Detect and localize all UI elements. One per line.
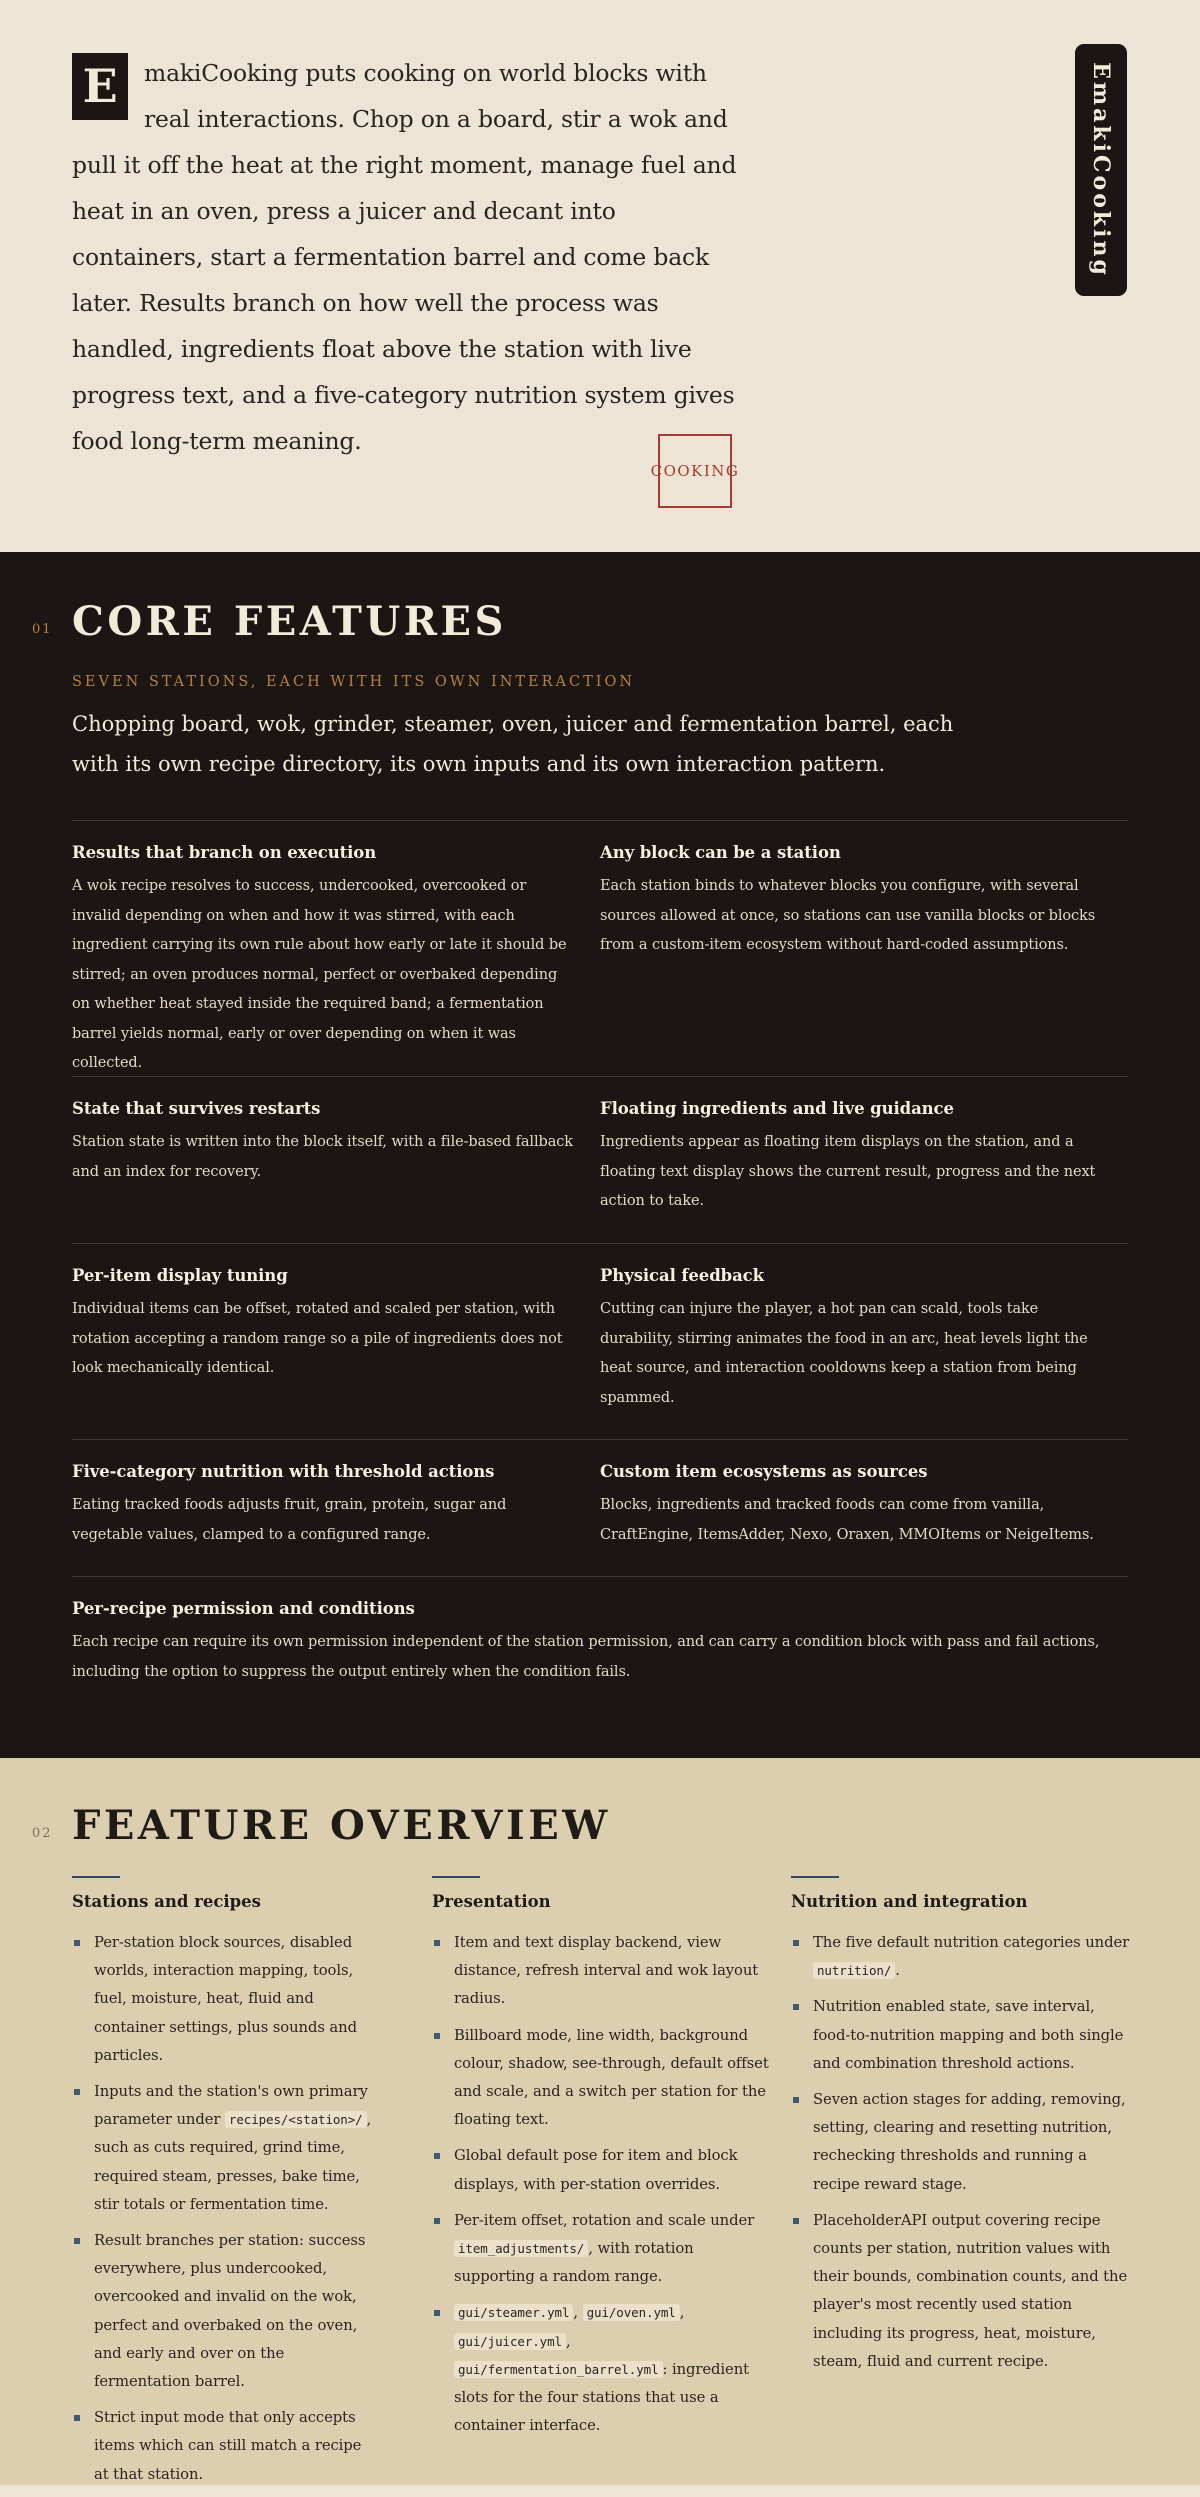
- feature-card: [72, 1440, 600, 1576]
- intro-text: makiCooking puts cooking on world blocks with real interactions. Chop on a board, stir a wok and pull it off the heat at the right moment, manage fuel and heat in an oven, press a juicer and decant into containers, start a fermentation barrel and come back later. Results branch on how well the process was handled, ingredients float above the station with live progress text, and a five-category nutrition system gives food long-term meaning.: [72, 59, 737, 455]
- list-item: gui/steamer.yml , gui/oven.yml , gui/juicer.yml , gui/fermentation_barrel.yml : ingredient slots for the four stations that use a container interface.: [432, 2299, 772, 2440]
- feature-body: Ingredients appear as floating item displays on the station, and a floating text display shows the current result, progress and the next action to take.: [600, 1134, 1096, 1209]
- list-item: [432, 2207, 772, 2292]
- feature-body: Station state is written into the block itself, with a file-based fallback and an index for recovery.: [72, 1134, 573, 1180]
- item-text: Per-item offset, rotation and scale under: [454, 2211, 755, 2229]
- section-lead: Chopping board, wok, grinder, steamer, oven, juicer and fermentation barrel, each with its own recipe directory, its own inputs and its own interaction pattern.: [72, 712, 954, 776]
- bullet-square-icon: [793, 2004, 799, 2010]
- section-title: FEATURE OVERVIEW: [72, 1802, 611, 1849]
- brand-name: EmakiCooking: [1088, 62, 1114, 278]
- item-text: PlaceholderAPI output covering recipe counts per station, nutrition values with their bounds, combination counts, and the player's most recently used station including its progress, heat, moisture, steam, fluid and current recipe.: [813, 2211, 1128, 2370]
- feature-title: Custom item ecosystems as sources: [600, 1462, 928, 1481]
- inline-code: recipes/<station>/: [225, 2111, 367, 2128]
- bullet-square-icon: [434, 2033, 440, 2039]
- feature-grid: [72, 820, 1128, 1706]
- list-item: [432, 2142, 772, 2198]
- feature-card: [600, 1244, 1128, 1439]
- hero-section: [0, 0, 1200, 552]
- brand-tab[interactable]: [1075, 44, 1127, 296]
- item-text: Result branches per station: success everywhere, plus undercooked, overcooked and invalid on the wok, perfect and overbaked on the oven, and early and over on the fermentation barrel.: [94, 2232, 366, 2391]
- feature-row: [72, 1576, 1128, 1706]
- drop-cap: E: [72, 53, 128, 120]
- item-text: Inputs and the station's own primary parameter under: [94, 2083, 368, 2129]
- item-text: Nutrition enabled state, save interval, food-to-nutrition mapping and both single and combination threshold actions.: [813, 1998, 1124, 2072]
- feature-title: State that survives restarts: [72, 1099, 321, 1118]
- feature-body: Eating tracked foods adjusts fruit, grain, protein, sugar and vegetable values, clamped to a configured range.: [72, 1497, 507, 1543]
- item-text: : ingredient slots for the four stations that use a container interface.: [454, 2360, 749, 2435]
- bullet-square-icon: [74, 2415, 80, 2421]
- feature-card: [72, 1077, 600, 1243]
- section-title: CORE FEATURES: [72, 598, 507, 645]
- bullet-square-icon: [793, 2218, 799, 2224]
- feature-title: Five-category nutrition with threshold actions: [72, 1462, 495, 1481]
- feature-card: [72, 821, 600, 1076]
- overview-column-presentation: [432, 1876, 772, 2448]
- section-number: 02: [32, 1826, 53, 1841]
- feature-card: [600, 1440, 1128, 1576]
- feature-title: Per-recipe permission and conditions: [72, 1599, 415, 1618]
- column-list: [791, 1929, 1131, 2376]
- column-rule: [432, 1876, 480, 1878]
- item-text: , with rotation supporting a random range.: [454, 2240, 694, 2286]
- feature-row: [72, 1439, 1128, 1576]
- list-item: [72, 2404, 378, 2489]
- feature-row: [72, 820, 1128, 1076]
- feature-card: [72, 1244, 600, 1439]
- inline-code: nutrition/: [813, 1962, 895, 1979]
- feature-body: Cutting can injure the player, a hot pan can scald, tools take durability, stirring animates the food in an arc, heat levels light the heat source, and interaction cooldowns keep a station from being spammed.: [600, 1301, 1088, 1406]
- feature-row: [72, 1243, 1128, 1439]
- feature-body: Each recipe can require its own permission independent of the station permission, and can carry a condition block with pass and fail actions, including the option to suppress the output entirely when the condition fails.: [72, 1634, 1100, 1680]
- feature-body: Blocks, ingredients and tracked foods can come from vanilla, CraftEngine, ItemsAdder, Nexo, Oraxen, MMOItems or NeigeItems.: [600, 1497, 1094, 1543]
- item-text: Global default pose for item and block displays, with per-station overrides.: [454, 2147, 738, 2193]
- column-heading: Nutrition and integration: [791, 1892, 1028, 1911]
- bullet-square-icon: [74, 2238, 80, 2244]
- section-eyebrow: SEVEN STATIONS, EACH WITH ITS OWN INTERACTION: [72, 674, 636, 690]
- column-heading: Presentation: [432, 1892, 551, 1911]
- item-text: , such as cuts required, grind time, required steam, presses, bake time, stir totals or fermentation time.: [94, 2111, 372, 2213]
- item-text: Seven action stages for adding, removing, setting, clearing and resetting nutrition, rechecking thresholds and running a recipe reward stage.: [813, 2091, 1126, 2193]
- item-text: Billboard mode, line width, background colour, shadow, see-through, default offset and scale, and a switch per station for the floating text.: [454, 2026, 769, 2129]
- feature-card: [72, 1577, 1128, 1706]
- feature-title: Any block can be a station: [600, 843, 841, 862]
- column-heading: Stations and recipes: [72, 1892, 261, 1911]
- item-text: The five default nutrition categories under: [813, 1934, 1130, 1951]
- feature-row: [72, 1076, 1128, 1243]
- bullet-square-icon: [793, 1940, 799, 1946]
- feature-title: Physical feedback: [600, 1266, 764, 1285]
- list-item: [791, 1929, 1131, 1985]
- bullet-square-icon: [74, 2089, 80, 2095]
- inline-code: item_adjustments/: [454, 2240, 588, 2257]
- column-rule: [72, 1876, 120, 1878]
- inline-code: gui/steamer.yml: [454, 2304, 573, 2321]
- item-text: Strict input mode that only accepts items which can still match a recipe at that station.: [94, 2409, 362, 2483]
- feature-title: Results that branch on execution: [72, 843, 377, 862]
- list-item: [791, 2086, 1131, 2199]
- bullet-square-icon: [434, 2310, 440, 2316]
- core-features-section: [0, 552, 1200, 1758]
- feature-title: Floating ingredients and live guidance: [600, 1099, 954, 1118]
- bullet-square-icon: [793, 2097, 799, 2103]
- bullet-square-icon: [434, 2153, 440, 2159]
- item-text: Per-station block sources, disabled worlds, interaction mapping, tools, fuel, moisture, heat, fluid and container settings, plus sounds and particles.: [94, 1934, 357, 2064]
- feature-title: Per-item display tuning: [72, 1266, 288, 1285]
- bullet-square-icon: [434, 1940, 440, 1946]
- list-item: [432, 2022, 772, 2135]
- inline-code: gui/juicer.yml: [454, 2333, 566, 2350]
- feature-body: Each station binds to whatever blocks you configure, with several sources allowed at once, so stations can use vanilla blocks or blocks from a custom-item ecosystem without hard-coded assumptions.: [600, 878, 1096, 953]
- overview-column-nutrition: [791, 1876, 1131, 2384]
- list-item: [72, 2227, 378, 2396]
- overview-column-stations: [72, 1876, 378, 2497]
- list-item: [72, 1929, 378, 2070]
- inline-code: gui/oven.yml: [583, 2304, 680, 2321]
- list-item: [791, 1993, 1131, 2078]
- item-text: Item and text display backend, view distance, refresh interval and wok layout radius.: [454, 1934, 759, 2008]
- intro-paragraph: [72, 50, 740, 464]
- column-list: [72, 1929, 378, 2489]
- bullet-square-icon: [74, 1940, 80, 1946]
- feature-card: [600, 1077, 1128, 1243]
- inline-code: gui/fermentation_barrel.yml: [454, 2361, 663, 2378]
- feature-body: Individual items can be offset, rotated and scaled per station, with rotation accepting a random range so a pile of ingredients does not look mechanically identical.: [72, 1301, 563, 1376]
- feature-body: A wok recipe resolves to success, undercooked, overcooked or invalid depending on when and how it was stirred, with each ingredient carrying its own rule about how early or late it should be stirred; an oven produces normal, perfect or overbaked depending on whether heat stayed inside the required band; a fermentation barrel yields normal, early or over depending on when it was collected.: [72, 878, 567, 1071]
- section-number: 01: [32, 622, 53, 637]
- column-list: [432, 1929, 772, 2440]
- cooking-stamp: COOKING: [658, 434, 732, 508]
- list-item: [791, 2207, 1131, 2376]
- feature-card: [600, 821, 1128, 1076]
- list-item: [72, 2078, 378, 2219]
- feature-overview-section: [0, 1758, 1200, 2485]
- item-text: .: [895, 1962, 900, 1980]
- column-rule: [791, 1876, 839, 1878]
- bullet-square-icon: [434, 2218, 440, 2224]
- list-item: [432, 1929, 772, 2014]
